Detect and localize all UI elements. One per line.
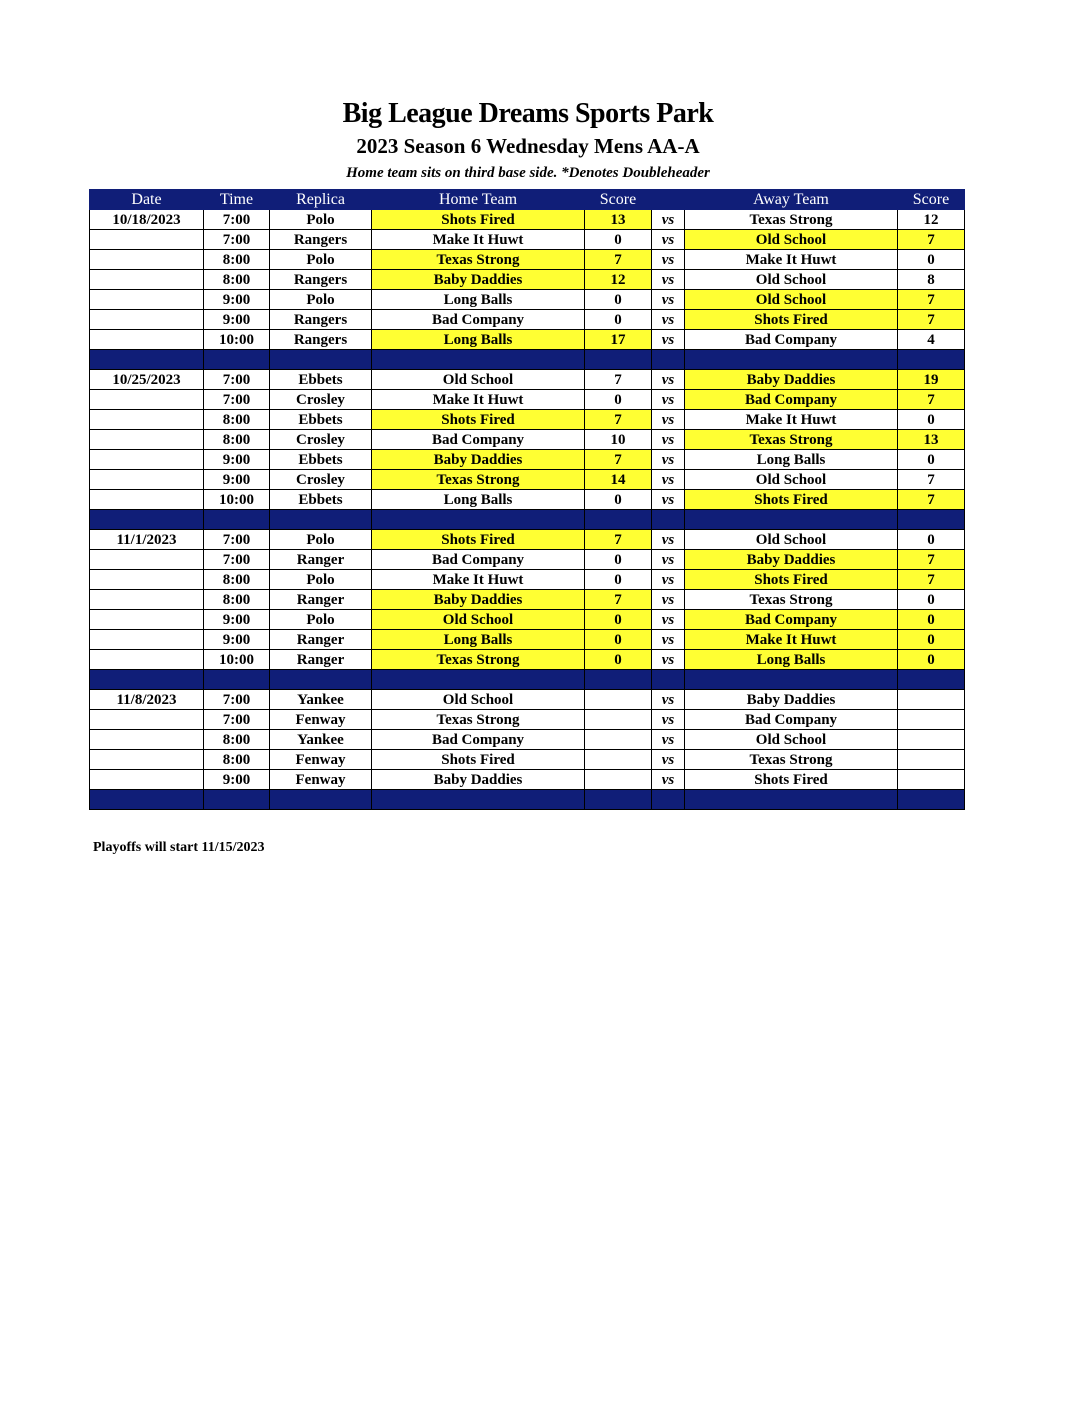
replica-field-cell: Polo — [270, 250, 372, 270]
away-score-cell: 0 — [898, 630, 965, 650]
replica-field-cell: Rangers — [270, 230, 372, 250]
week-separator-row — [90, 510, 965, 530]
separator-cell — [90, 670, 204, 690]
replica-field-cell: Rangers — [270, 310, 372, 330]
home-score-cell: 0 — [585, 650, 652, 670]
table-row — [90, 750, 965, 770]
away-team-cell: Texas Strong — [685, 750, 898, 770]
home-team-cell: Bad Company — [372, 430, 585, 450]
time-cell: 8:00 — [204, 250, 270, 270]
separator-cell — [652, 510, 685, 530]
separator-cell — [685, 670, 898, 690]
away-team-cell: Baby Daddies — [685, 370, 898, 390]
home-team-cell: Baby Daddies — [372, 770, 585, 790]
away-score-cell: 7 — [898, 490, 965, 510]
away-score-cell — [898, 770, 965, 790]
away-team-cell: Old School — [685, 470, 898, 490]
replica-field-cell: Fenway — [270, 710, 372, 730]
away-team-cell: Shots Fired — [685, 310, 898, 330]
col-header-home-team: Home Team — [372, 190, 585, 210]
home-team-cell: Long Balls — [372, 290, 585, 310]
replica-field-cell: Fenway — [270, 770, 372, 790]
replica-field-cell: Ebbets — [270, 490, 372, 510]
col-header-replica: Replica — [270, 190, 372, 210]
replica-field-cell: Crosley — [270, 430, 372, 450]
away-score-cell: 7 — [898, 390, 965, 410]
home-team-cell: Old School — [372, 610, 585, 630]
date-cell: 10/25/2023 — [90, 370, 204, 390]
time-cell: 7:00 — [204, 690, 270, 710]
away-team-cell: Bad Company — [685, 610, 898, 630]
replica-field-cell: Ranger — [270, 630, 372, 650]
table-row — [90, 650, 965, 670]
time-cell: 9:00 — [204, 450, 270, 470]
separator-cell — [270, 350, 372, 370]
date-cell — [90, 490, 204, 510]
time-cell: 9:00 — [204, 610, 270, 630]
home-score-cell: 7 — [585, 450, 652, 470]
table-row — [90, 450, 965, 470]
away-score-cell: 0 — [898, 610, 965, 630]
away-team-cell: Make It Huwt — [685, 630, 898, 650]
separator-cell — [204, 670, 270, 690]
page-subtitle: 2023 Season 6 Wednesday Mens AA-A — [356, 134, 700, 158]
home-score-cell: 7 — [585, 590, 652, 610]
away-team-cell: Old School — [685, 290, 898, 310]
away-score-cell: 7 — [898, 290, 965, 310]
vs-cell: vs — [652, 770, 685, 790]
table-row — [90, 430, 965, 450]
table-row — [90, 370, 965, 390]
col-header-date: Date — [90, 190, 204, 210]
vs-cell: vs — [652, 610, 685, 630]
away-team-cell: Shots Fired — [685, 770, 898, 790]
time-cell: 7:00 — [204, 370, 270, 390]
away-team-cell: Shots Fired — [685, 570, 898, 590]
time-cell: 9:00 — [204, 470, 270, 490]
away-score-cell: 0 — [898, 450, 965, 470]
time-cell: 9:00 — [204, 310, 270, 330]
date-cell — [90, 570, 204, 590]
replica-field-cell: Polo — [270, 570, 372, 590]
away-score-cell: 0 — [898, 410, 965, 430]
time-cell: 8:00 — [204, 570, 270, 590]
vs-cell: vs — [652, 390, 685, 410]
away-team-cell: Make It Huwt — [685, 410, 898, 430]
away-score-cell: 19 — [898, 370, 965, 390]
vs-cell: vs — [652, 430, 685, 450]
replica-field-cell: Rangers — [270, 330, 372, 350]
replica-field-cell: Ebbets — [270, 370, 372, 390]
table-row — [90, 410, 965, 430]
home-team-cell: Shots Fired — [372, 210, 585, 230]
date-cell — [90, 330, 204, 350]
table-row — [90, 330, 965, 350]
table-row — [90, 690, 965, 710]
col-header-away-team: Away Team — [685, 190, 898, 210]
vs-cell: vs — [652, 210, 685, 230]
home-team-cell: Make It Huwt — [372, 390, 585, 410]
home-team-cell: Make It Huwt — [372, 570, 585, 590]
away-score-cell — [898, 750, 965, 770]
table-row — [90, 470, 965, 490]
replica-field-cell: Ebbets — [270, 450, 372, 470]
vs-cell: vs — [652, 410, 685, 430]
time-cell: 8:00 — [204, 410, 270, 430]
date-cell — [90, 770, 204, 790]
away-score-cell: 0 — [898, 650, 965, 670]
time-cell: 7:00 — [204, 530, 270, 550]
separator-cell — [585, 670, 652, 690]
home-score-cell — [585, 750, 652, 770]
vs-cell: vs — [652, 330, 685, 350]
away-score-cell: 0 — [898, 530, 965, 550]
replica-field-cell: Ranger — [270, 550, 372, 570]
home-score-cell: 0 — [585, 230, 652, 250]
time-cell: 7:00 — [204, 710, 270, 730]
home-team-cell: Shots Fired — [372, 530, 585, 550]
date-cell — [90, 450, 204, 470]
home-score-cell — [585, 710, 652, 730]
separator-cell — [372, 510, 585, 530]
away-score-cell: 4 — [898, 330, 965, 350]
table-row — [90, 270, 965, 290]
separator-cell — [204, 790, 270, 810]
date-cell — [90, 390, 204, 410]
home-score-cell: 13 — [585, 210, 652, 230]
date-cell — [90, 470, 204, 490]
date-cell — [90, 610, 204, 630]
away-score-cell: 7 — [898, 570, 965, 590]
home-team-cell: Baby Daddies — [372, 450, 585, 470]
date-cell: 10/18/2023 — [90, 210, 204, 230]
date-cell — [90, 250, 204, 270]
col-header-away-score: Score — [898, 190, 965, 210]
time-cell: 8:00 — [204, 590, 270, 610]
away-team-cell: Texas Strong — [685, 430, 898, 450]
separator-cell — [90, 790, 204, 810]
home-team-cell: Texas Strong — [372, 710, 585, 730]
vs-cell: vs — [652, 490, 685, 510]
home-score-cell: 17 — [585, 330, 652, 350]
away-team-cell: Shots Fired — [685, 490, 898, 510]
away-team-cell: Old School — [685, 530, 898, 550]
replica-field-cell: Ranger — [270, 590, 372, 610]
date-cell — [90, 230, 204, 250]
date-cell — [90, 650, 204, 670]
replica-field-cell: Fenway — [270, 750, 372, 770]
table-row — [90, 290, 965, 310]
page-title: Big League Dreams Sports Park — [342, 98, 714, 129]
time-cell: 9:00 — [204, 290, 270, 310]
replica-field-cell: Polo — [270, 210, 372, 230]
date-cell — [90, 550, 204, 570]
home-score-cell: 0 — [585, 310, 652, 330]
time-cell: 9:00 — [204, 770, 270, 790]
away-score-cell: 7 — [898, 310, 965, 330]
away-team-cell: Bad Company — [685, 710, 898, 730]
separator-cell — [372, 790, 585, 810]
date-cell — [90, 630, 204, 650]
date-cell — [90, 430, 204, 450]
home-team-cell: Shots Fired — [372, 410, 585, 430]
home-team-cell: Old School — [372, 690, 585, 710]
separator-cell — [898, 350, 965, 370]
time-cell: 7:00 — [204, 230, 270, 250]
home-team-cell: Long Balls — [372, 330, 585, 350]
home-team-cell: Long Balls — [372, 630, 585, 650]
separator-cell — [270, 510, 372, 530]
replica-field-cell: Crosley — [270, 470, 372, 490]
away-score-cell: 8 — [898, 270, 965, 290]
replica-field-cell: Ranger — [270, 650, 372, 670]
away-team-cell: Old School — [685, 230, 898, 250]
away-team-cell: Bad Company — [685, 330, 898, 350]
time-cell: 7:00 — [204, 210, 270, 230]
table-row — [90, 310, 965, 330]
separator-cell — [898, 670, 965, 690]
home-team-cell: Old School — [372, 370, 585, 390]
separator-cell — [652, 790, 685, 810]
col-header-home-score: Score — [585, 190, 652, 210]
date-cell: 11/1/2023 — [90, 530, 204, 550]
home-score-cell — [585, 730, 652, 750]
vs-cell: vs — [652, 710, 685, 730]
away-team-cell: Long Balls — [685, 450, 898, 470]
time-cell: 7:00 — [204, 390, 270, 410]
home-score-cell — [585, 690, 652, 710]
vs-cell: vs — [652, 730, 685, 750]
away-score-cell — [898, 710, 965, 730]
vs-cell: vs — [652, 470, 685, 490]
separator-cell — [685, 790, 898, 810]
away-team-cell: Baby Daddies — [685, 550, 898, 570]
away-score-cell: 12 — [898, 210, 965, 230]
time-cell: 8:00 — [204, 430, 270, 450]
date-cell — [90, 750, 204, 770]
home-score-cell: 0 — [585, 290, 652, 310]
date-cell — [90, 290, 204, 310]
home-team-cell: Bad Company — [372, 730, 585, 750]
page-note: Home team sits on third base side. *Denotes Doubleheader — [346, 165, 710, 181]
separator-cell — [898, 790, 965, 810]
table-row — [90, 210, 965, 230]
away-team-cell: Baby Daddies — [685, 690, 898, 710]
home-score-cell: 12 — [585, 270, 652, 290]
away-team-cell: Bad Company — [685, 390, 898, 410]
separator-cell — [585, 790, 652, 810]
vs-cell: vs — [652, 310, 685, 330]
table-row — [90, 390, 965, 410]
vs-cell: vs — [652, 630, 685, 650]
week-separator-row — [90, 350, 965, 370]
home-score-cell: 0 — [585, 490, 652, 510]
home-score-cell: 14 — [585, 470, 652, 490]
date-cell: 11/8/2023 — [90, 690, 204, 710]
away-score-cell — [898, 730, 965, 750]
separator-cell — [652, 670, 685, 690]
vs-cell: vs — [652, 590, 685, 610]
replica-field-cell: Ebbets — [270, 410, 372, 430]
away-score-cell: 13 — [898, 430, 965, 450]
away-team-cell: Old School — [685, 270, 898, 290]
replica-field-cell: Yankee — [270, 690, 372, 710]
schedule-body — [90, 210, 965, 810]
time-cell: 10:00 — [204, 330, 270, 350]
away-score-cell: 7 — [898, 230, 965, 250]
replica-field-cell: Polo — [270, 290, 372, 310]
table-row — [90, 570, 965, 590]
home-team-cell: Shots Fired — [372, 750, 585, 770]
home-score-cell: 10 — [585, 430, 652, 450]
separator-cell — [270, 790, 372, 810]
time-cell: 8:00 — [204, 730, 270, 750]
date-cell — [90, 310, 204, 330]
date-cell — [90, 410, 204, 430]
time-cell: 7:00 — [204, 550, 270, 570]
replica-field-cell: Crosley — [270, 390, 372, 410]
away-team-cell: Old School — [685, 730, 898, 750]
separator-cell — [270, 670, 372, 690]
home-team-cell: Long Balls — [372, 490, 585, 510]
time-cell: 8:00 — [204, 270, 270, 290]
date-cell — [90, 590, 204, 610]
footer-note: Playoffs will start 11/15/2023 — [93, 840, 265, 855]
home-score-cell: 0 — [585, 550, 652, 570]
col-header-vs — [652, 190, 685, 210]
vs-cell: vs — [652, 530, 685, 550]
table-header-row — [90, 190, 965, 210]
separator-cell — [685, 510, 898, 530]
home-score-cell: 7 — [585, 250, 652, 270]
separator-cell — [204, 350, 270, 370]
home-team-cell: Bad Company — [372, 550, 585, 570]
home-team-cell: Texas Strong — [372, 470, 585, 490]
replica-field-cell: Rangers — [270, 270, 372, 290]
vs-cell: vs — [652, 570, 685, 590]
separator-cell — [685, 350, 898, 370]
table-row — [90, 770, 965, 790]
date-cell — [90, 730, 204, 750]
table-row — [90, 610, 965, 630]
home-team-cell: Texas Strong — [372, 250, 585, 270]
table-row — [90, 630, 965, 650]
separator-cell — [585, 510, 652, 530]
vs-cell: vs — [652, 270, 685, 290]
vs-cell: vs — [652, 230, 685, 250]
table-row — [90, 530, 965, 550]
home-score-cell: 7 — [585, 370, 652, 390]
away-team-cell: Texas Strong — [685, 590, 898, 610]
vs-cell: vs — [652, 450, 685, 470]
table-row — [90, 730, 965, 750]
separator-cell — [898, 510, 965, 530]
replica-field-cell: Polo — [270, 610, 372, 630]
home-score-cell: 7 — [585, 530, 652, 550]
home-score-cell: 0 — [585, 390, 652, 410]
vs-cell: vs — [652, 650, 685, 670]
time-cell: 9:00 — [204, 630, 270, 650]
home-team-cell: Baby Daddies — [372, 590, 585, 610]
separator-cell — [372, 350, 585, 370]
separator-cell — [585, 350, 652, 370]
schedule-table — [89, 189, 965, 810]
table-row — [90, 590, 965, 610]
vs-cell: vs — [652, 750, 685, 770]
away-score-cell: 0 — [898, 590, 965, 610]
home-team-cell: Baby Daddies — [372, 270, 585, 290]
home-team-cell: Bad Company — [372, 310, 585, 330]
time-cell: 10:00 — [204, 650, 270, 670]
home-score-cell: 7 — [585, 410, 652, 430]
vs-cell: vs — [652, 370, 685, 390]
date-cell — [90, 270, 204, 290]
week-separator-row — [90, 790, 965, 810]
away-score-cell: 0 — [898, 250, 965, 270]
table-row — [90, 550, 965, 570]
vs-cell: vs — [652, 550, 685, 570]
away-team-cell: Make It Huwt — [685, 250, 898, 270]
vs-cell: vs — [652, 290, 685, 310]
table-row — [90, 710, 965, 730]
date-cell — [90, 710, 204, 730]
separator-cell — [90, 510, 204, 530]
col-header-time: Time — [204, 190, 270, 210]
table-row — [90, 230, 965, 250]
away-score-cell — [898, 690, 965, 710]
week-separator-row — [90, 670, 965, 690]
home-team-cell: Make It Huwt — [372, 230, 585, 250]
vs-cell: vs — [652, 690, 685, 710]
table-row — [90, 250, 965, 270]
separator-cell — [204, 510, 270, 530]
away-score-cell: 7 — [898, 470, 965, 490]
time-cell: 8:00 — [204, 750, 270, 770]
separator-cell — [372, 670, 585, 690]
vs-cell: vs — [652, 250, 685, 270]
home-score-cell: 0 — [585, 610, 652, 630]
time-cell: 10:00 — [204, 490, 270, 510]
separator-cell — [652, 350, 685, 370]
home-score-cell: 0 — [585, 570, 652, 590]
home-score-cell: 0 — [585, 630, 652, 650]
replica-field-cell: Yankee — [270, 730, 372, 750]
away-team-cell: Long Balls — [685, 650, 898, 670]
away-score-cell: 7 — [898, 550, 965, 570]
home-score-cell — [585, 770, 652, 790]
away-team-cell: Texas Strong — [685, 210, 898, 230]
table-row — [90, 490, 965, 510]
home-team-cell: Texas Strong — [372, 650, 585, 670]
replica-field-cell: Polo — [270, 530, 372, 550]
separator-cell — [90, 350, 204, 370]
